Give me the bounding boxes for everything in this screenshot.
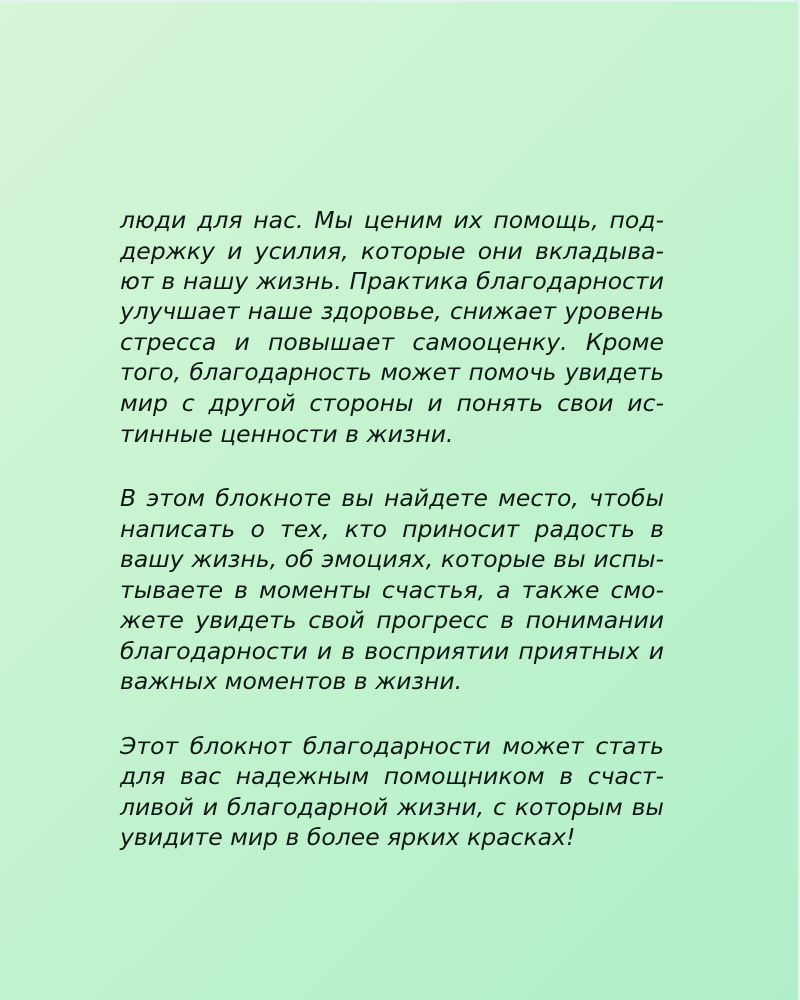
text-line: жете увидеть свой прогресс в понимании (120, 606, 664, 634)
paragraph-3 (120, 731, 664, 853)
text-line: вашу жизнь, об эмоциях, которые вы испы- (120, 545, 664, 573)
text-line: мир с другой стороны и понять свои ис- (120, 389, 664, 417)
text-line: написать о тех, кто приносит радость в (120, 514, 664, 543)
paragraph-1 (120, 205, 664, 449)
text-line: держку и усилия, которые они вкладыва- (120, 236, 664, 265)
text-line: В этом блокноте вы найдете место, чтобы (120, 484, 664, 512)
text-line: Этот блокнот благодарности может стать (120, 731, 664, 760)
text-line: ют в нашу жизнь. Практика благодарности (120, 267, 664, 295)
text-line: увидите мир в более ярких красках! (120, 823, 576, 851)
text-line: люди для нас. Мы ценим их помощь, под- (120, 206, 664, 234)
text-line: тинные ценности в жизни. (120, 419, 454, 448)
text-line: ливой и благодарной жизни, с которым вы (120, 792, 664, 821)
text-line: важных моментов в жизни. (120, 667, 463, 695)
text-line: тываете в моменты счастья, а также смо- (120, 575, 664, 604)
text-line: улучшает наше здоровье, снижает уровень (120, 297, 664, 325)
paragraph-2 (120, 483, 664, 697)
text-line: для вас надежным помощником в счаст- (120, 762, 664, 790)
body-text (120, 205, 664, 853)
text-line: стресса и повышает самооценку. Кроме (120, 328, 664, 356)
text-line: того, благодарность может помочь увидеть (120, 359, 664, 386)
text-line: благодарности и в восприятии приятных и (120, 636, 664, 665)
